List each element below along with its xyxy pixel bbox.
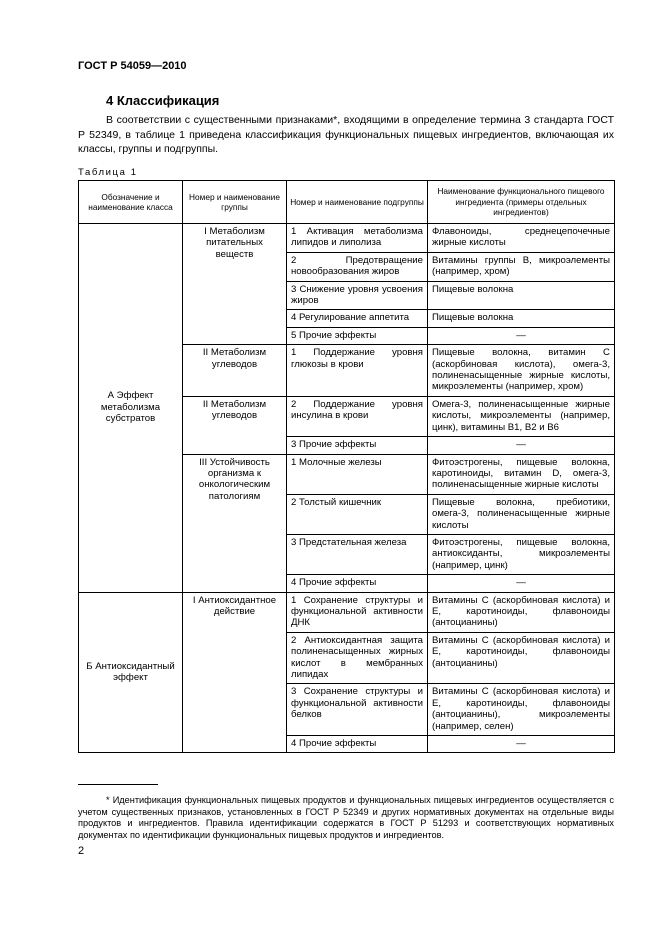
intro-paragraph: В соответствии с существенными признаками*, входящими в определение термина 3 стандарта ГОСТ Р 52349, в таблице 1 приведена классификация функциональных пищевых ингредиентов, включающая их классы, группы и подгруппы. [78, 114, 614, 155]
table-header-row [79, 181, 615, 224]
subgroup-cell: 1 Молочные железы [287, 454, 428, 494]
col-header-subgroup: Номер и наименование подгруппы [287, 181, 428, 224]
group-cell: II Метаболизм углеводов [183, 396, 287, 454]
footnote-divider [78, 784, 158, 785]
subgroup-cell: 5 Прочие эффекты [287, 327, 428, 344]
ingredient-cell: — [428, 575, 615, 592]
class-cell-b: Б Антиоксидантный эффект [79, 592, 183, 753]
ingredient-cell: — [428, 437, 615, 454]
subgroup-cell: 1 Поддержание уровня глюкозы в крови [287, 345, 428, 397]
footnote: * Идентификация функциональных пищевых продуктов и функциональных пищевых ингредиентов осуществляется с учетом существенных признаков, установленных в ГОСТ Р 52349 и других нормативных документах на отдельные виды продуктов и ингредиентов. Правила идентификации содержатся в ГОСТ Р 51293 и соответствующих нормативных документах по идентификации функциональных пищевых продуктов и ингредиентов. [78, 795, 614, 841]
page-number: 2 [78, 845, 85, 857]
subgroup-cell: 3 Снижение уровня усвоения жиров [287, 281, 428, 310]
subgroup-cell: 3 Предстательная железа [287, 534, 428, 574]
subgroup-cell: 4 Прочие эффекты [287, 575, 428, 592]
ingredient-cell: — [428, 327, 615, 344]
group-cell: I Антиоксидантное действие [183, 592, 287, 753]
subgroup-cell: 4 Прочие эффекты [287, 736, 428, 753]
ingredient-cell: Флавоноиды, среднецепочечные жирные кислоты [428, 224, 615, 253]
subgroup-cell: 1 Активация метаболизма липидов и липолиза [287, 224, 428, 253]
subgroup-cell: 3 Сохранение структуры и функциональной активности белков [287, 684, 428, 736]
subgroup-cell: 2 Предотвращение новообразования жиров [287, 252, 428, 281]
table-row [79, 224, 615, 253]
subgroup-cell: 3 Прочие эффекты [287, 437, 428, 454]
classification-table [78, 180, 615, 753]
group-cell: I Метаболизм питательных веществ [183, 224, 287, 345]
ingredient-cell: Пищевые волокна, пребиотики, омега-3, полиненасыщенные жирные кислоты [428, 494, 615, 534]
ingredient-cell: — [428, 736, 615, 753]
ingredient-cell: Пищевые волокна, витамин С (аскорбиновая кислота), омега-3, полиненасыщенные жирные кислоты, микроэлементы (например, хром) [428, 345, 615, 397]
col-header-ingredient: Наименование функционального пищевого ингредиента (примеры отдельных ингредиентов) [428, 181, 615, 224]
document-header: ГОСТ Р 54059—2010 [78, 60, 187, 72]
subgroup-cell: 2 Антиоксидантная защита полиненасыщенных жирных кислот в мембранных липидах [287, 632, 428, 684]
table-row [79, 592, 615, 632]
ingredient-cell: Витамины С (аскорбиновая кислота) и Е, каротиноиды, флавоноиды (антоцианины), микроэлементы (например, селен) [428, 684, 615, 736]
ingredient-cell: Фитоэстрогены, пищевые волокна, каротиноиды, витамин D, омега-3, полиненасыщенные жирные кислоты [428, 454, 615, 494]
col-header-class: Обозначение и наименование класса [79, 181, 183, 224]
subgroup-cell: 1 Сохранение структуры и функциональной активности ДНК [287, 592, 428, 632]
subgroup-cell: 2 Толстый кишечник [287, 494, 428, 534]
ingredient-cell: Омега-3, полиненасыщенные жирные кислоты, микроэлементы (например, цинк), витамины В1, В2 и В6 [428, 396, 615, 436]
group-cell: II Метаболизм углеводов [183, 345, 287, 397]
group-cell: III Устойчивость организма к онкологическим патологиям [183, 454, 287, 592]
col-header-group: Номер и наименование группы [183, 181, 287, 224]
ingredient-cell: Витамины С (аскорбиновая кислота) и Е, каротиноиды, флавоноиды (антоцианины) [428, 592, 615, 632]
ingredient-cell: Фитоэстрогены, пищевые волокна, антиоксиданты, микроэлементы (например, цинк) [428, 534, 615, 574]
ingredient-cell: Пищевые волокна [428, 310, 615, 327]
section-title: 4 Классификация [106, 93, 220, 108]
subgroup-cell: 4 Регулирование аппетита [287, 310, 428, 327]
class-cell-a: А Эффект метаболизма субстратов [79, 224, 183, 593]
table-caption: Таблица 1 [78, 167, 138, 178]
ingredient-cell: Витамины группы В, микроэлементы (например, хром) [428, 252, 615, 281]
ingredient-cell: Пищевые волокна [428, 281, 615, 310]
subgroup-cell: 2 Поддержание уровня инсулина в крови [287, 396, 428, 436]
ingredient-cell: Витамины С (аскорбиновая кислота) и Е, каротиноиды, флавоноиды (антоцианины) [428, 632, 615, 684]
